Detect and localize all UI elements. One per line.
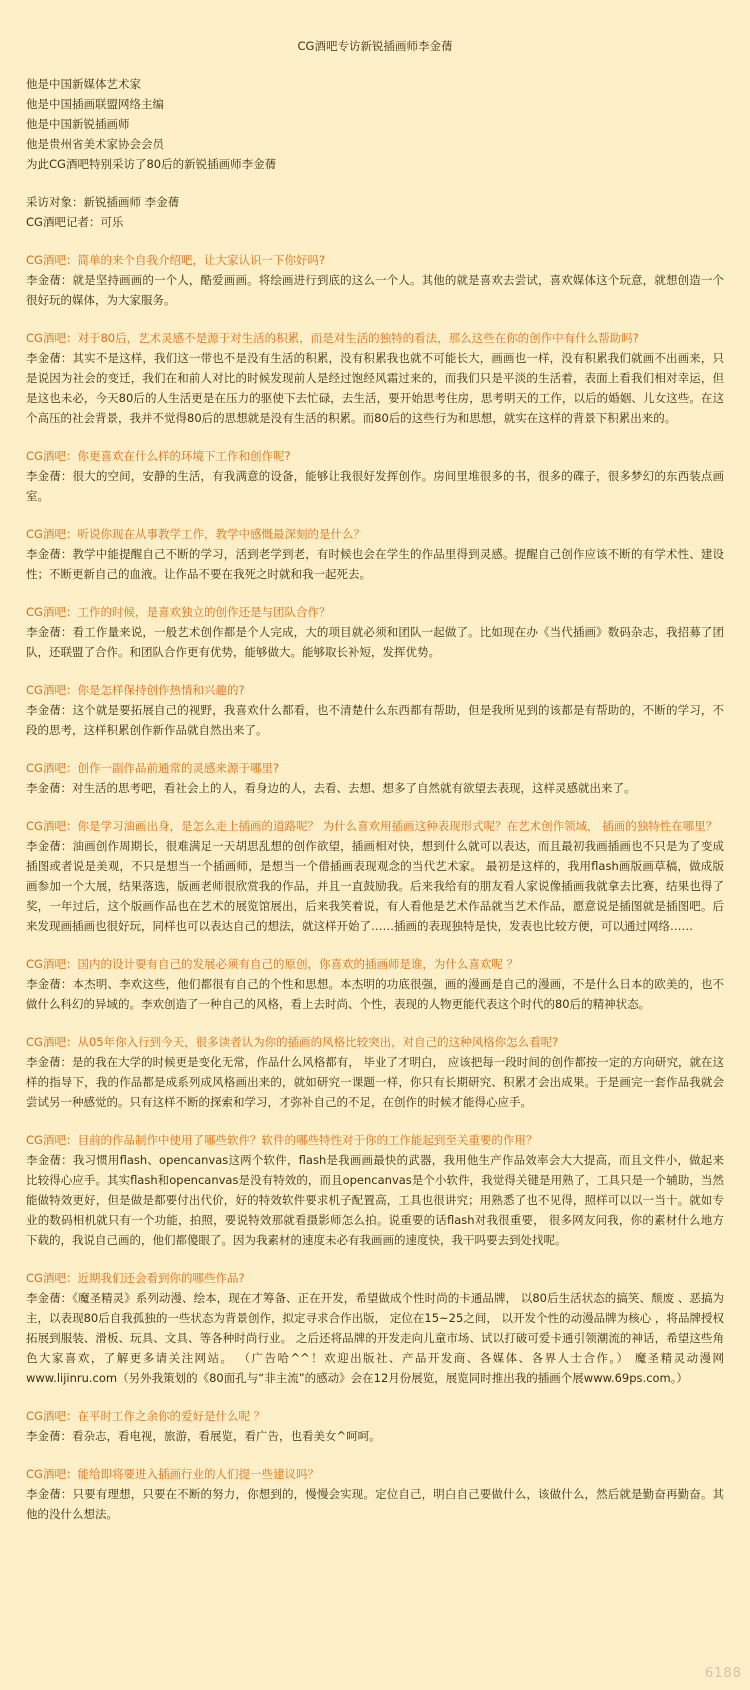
watermark-logo: 6188 (704, 1666, 742, 1681)
qa-item (26, 758, 724, 798)
question: CG酒吧：你是学习油画出身，是怎么走上插画的道路呢？ 为什么喜欢用插画这种表现形式呢？在艺术创作领域， 插画的独特性在哪里？ (26, 819, 718, 833)
answer: 李金蒨：只要有理想，只要在不断的努力，你想到的，慢慢会实现。定位自己，明白自己要做什么，该做什么，然后就是勤奋再勤奋。其他的没什么想法。 (26, 1487, 724, 1521)
qa-item (26, 1464, 724, 1524)
answer: 李金蒨：油画创作周期长，很难满足一天胡思乱想的创作欲望，插画相对快，想到什么就可以表达，而且最初我画插画也不只是为了变成插图或者说是美观，不只是想当一个插画师，是想当一个借插画表现观念的当代艺术家。 最初是这样的，我用flash画版画草稿，做成版画参加一个大展，结果落选，版画老师很欣赏我的作品，并且一直鼓励我。后来我给有的朋友看人家说像插画我就拿去比赛，结果也得了奖，一年过后，这个版画作品也在艺术的展览馆展出，后来我笑着说，有人看他是艺术作品就当艺术作品，愿意说是插图就是插图吧。后来发现画插画也很好玩，同样也可以表达自己的想法，就这样开始了……插画的表现独特是快，发表也比较方便，可以通过网络…… (26, 839, 724, 933)
intro-line: 他是中国新锐插画师 (26, 117, 130, 131)
intro-line: 他是贵州省美术家协会会员 (26, 137, 164, 151)
question: CG酒吧：国内的设计要有自己的发展必须有自己的原创，你喜欢的插画师是谁，为什么喜欢呢 ？ (26, 957, 519, 971)
answer: 李金蒨：教学中能提醒自己不断的学习，活到老学到老，有时候也会在学生的作品里得到灵感。提醒自己创作应该不断的有学术性、建设性；不断更新自己的血液。让作品不要在我死之时就和我一起死去。 (26, 547, 724, 581)
answer: 李金蒨：对生活的思考吧，看社会上的人，看身边的人，去看、去想、想多了自然就有欲望去表现，这样灵感就出来了。 (26, 781, 636, 795)
question: CG酒吧：在平时工作之余你的爱好是什么呢 ？ (26, 1409, 266, 1423)
qa-item (26, 1268, 724, 1388)
qa-item (26, 680, 724, 740)
intro-line: 他是中国插画联盟网络主编 (26, 97, 164, 111)
qa-list (26, 250, 724, 1524)
qa-item (26, 250, 724, 310)
answer: 李金蒨：看杂志，看电视，旅游，看展览，看广告，也看美女^呵呵。 (26, 1429, 381, 1443)
question: CG酒吧：创作一副作品前通常的灵感来源于哪里? (26, 761, 280, 775)
intro-line: 为此CG酒吧特别采访了80后的新锐插画师李金蒨 (26, 157, 277, 171)
answer: 李金蒨：本杰明、李欢这些，他们都很有自己的个性和思想。本杰明的功底很强，画的漫画是自己的漫画，不是什么日本的欧美的，也不做什么科幻的异域的。李欢创造了一种自己的风格，看上去时尚、个性，表现的人物更能代表这个时代的80后的精神状态。 (26, 977, 724, 1011)
qa-item (26, 1032, 724, 1112)
answer: 李金蒨：看工作量来说，一般艺术创作都是个人完成，大的项目就必须和团队一起做了。比如现在办《当代插画》数码杂志，我招募了团队，还联盟了合作。和团队合作更有优势，能够做大。能够取长补短，发挥优势。 (26, 625, 724, 659)
question: CG酒吧：你是怎样保持创作热情和兴趣的? (26, 683, 245, 697)
meta-block (26, 192, 724, 232)
reporter-line: CG酒吧记者：可乐 (26, 215, 124, 229)
answer: 李金蒨：是的我在大学的时候更是变化无常，作品什么风格都有， 毕业了才明白， 应该把每一段时间的创作都按一定的方向研究，就在这样的指导下，我的作品都是成系列成风格画出来的，就如研究一课题一样，你只有长期研究、积累才会出成果。于是画完一套作品我就会尝试另一种感觉的。只有这样不断的探索和学习，才弥补自己的不足，在创作的时候才能得心应手。 (26, 1055, 724, 1109)
answer: 李金蒨：这个就是要拓展自己的视野，我喜欢什么都看，也不清楚什么东西都有帮助，但是我所见到的该都是有帮助的，不断的学习，不段的思考，这样积累创作新作品就自然出来了。 (26, 703, 724, 737)
question: CG酒吧：近期我们还会看到你的哪些作品? (26, 1271, 245, 1285)
question: CG酒吧：能给即将要进入插画行业的人们提一些建议吗？ (26, 1467, 319, 1481)
answer: 李金蒨：我习惯用flash、opencanvas这两个软件，flash是我画画最快的武器，我用他生产作品效率会大大提高，而且文件小，做起来比较得心应手。其实flash和opencanvas是没有特效的，而且opencanvas是个小软件，我觉得关键是用熟了，工具只是一个辅助，当然能做特效更好，但是做是都要付出代价，好的特效软件要求机子配置高，工具也很讲究；用熟悉了也不见得，照样可以以一当十。就如专业的数码相机就只有一个功能，拍照，要说特效那就看摄影师怎么拍。说重要的话flash对我很重要， 很多网友问我，你的素材什么地方下载的，我说自己画的，他们都傻眼了。因为我素材的速度未必有我画画的速度快，我干吗要去到处找呢。 (26, 1153, 724, 1247)
question: CG酒吧：对于80后，艺术灵感不是源于对生活的积累，而是对生活的独特的看法，那么这些在你的创作中有什么帮助吗? (26, 331, 639, 345)
qa-item (26, 446, 724, 506)
qa-item (26, 1406, 724, 1446)
question: CG酒吧：目前的作品制作中使用了哪些软件？软件的哪些特性对于你的工作能起到至关重要的作用？ (26, 1133, 538, 1147)
qa-item (26, 1130, 724, 1250)
question: CG酒吧：听说你现在从事教学工作，教学中感慨最深刻的是什么？ (26, 527, 365, 541)
interviewee-line: 采访对象：新锐插画师 李金蒨 (26, 195, 180, 209)
answer: 李金蒨：其实不是这样，我们这一带也不是没有生活的积累，没有积累我也就不可能长大，画画也一样，没有积累我们就画不出画来，只是说因为社会的变迁，我们在和前人对比的时候发现前人是经过饱经风霜过来的，而我们只是平淡的生活着，表面上看我们相对幸运，但是这也未必，今天80后的人生活更是在压力的驱使下去忙碌，去生活，要开始思考住房，思考明天的工作，以后的婚姻、儿女这些。在这个高压的社会背景，我并不觉得80后的思想就是没有生活的积累。而80后的这些行为和思想，就实在这样的背景下积累出来的。 (26, 351, 724, 425)
article-title: CG酒吧专访新锐插画师李金蒨 (297, 39, 453, 53)
qa-item (26, 954, 724, 1014)
question: CG酒吧：从05年你入行到今天，很多读者认为你的插画的风格比较突出，对自己的这种风格你怎么看呢? (26, 1035, 559, 1049)
qa-item (26, 602, 724, 662)
answer: 李金蒨：就是坚持画画的一个人，酷爱画画。将绘画进行到底的这么一个人。其他的就是喜欢去尝试，喜欢媒体这个玩意，就想创造一个很好玩的媒体，为大家服务。 (26, 273, 724, 307)
intro-line: 他是中国新媒体艺术家 (26, 77, 141, 91)
qa-item (26, 328, 724, 428)
question: CG酒吧：简单的来个自我介绍吧，让大家认识一下你好吗? (26, 253, 326, 267)
intro-block (26, 74, 724, 174)
answer: 李金蒨：《魔圣精灵》系列动漫、绘本，现在才筹备、正在开发，希望做成个性时尚的卡通品牌， 以80后生活状态的搞笑、颓废 、恶搞为主，以表现80后自我孤独的一些状态为背景创作，拟定寻求合作出版， 定位在15~25之间， 以开发个性的动漫品牌为核心 ，将品牌授权拓展到服装、滑板、玩具、文具、等各种时尚行业。 之后还将品牌的开发走向儿童市场、试以打破可爱卡通引领潮流的神话，希望这些角色大家喜欢，了解更多请关注网站。 （广告哈^^！欢迎出版社、产品开发商、各媒体、各界人士合作。） 魔圣精灵动漫网www.lijinru.com（另外我策划的《80面孔与“非主流”的感动》会在12月份展览，展览同时推出我的插画个展www.69ps.com。） (26, 1291, 724, 1385)
answer: 李金蒨：很大的空间，安静的生活，有我满意的设备，能够让我很好发挥创作。房间里堆很多的书，很多的碟子，很多梦幻的东西装点画室。 (26, 469, 724, 503)
question: CG酒吧：你更喜欢在什么样的环境下工作和创作呢? (26, 449, 291, 463)
question: CG酒吧：工作的时候，是喜欢独立的创作还是与团队合作？ (26, 605, 331, 619)
qa-item (26, 524, 724, 584)
qa-item (26, 816, 724, 936)
